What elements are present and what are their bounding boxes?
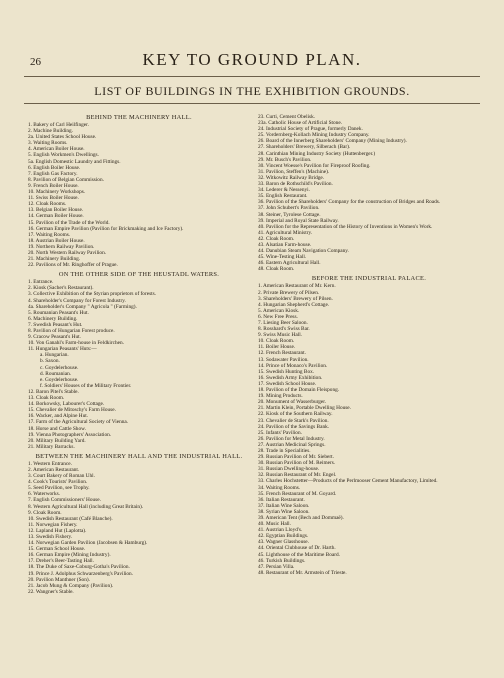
section-heading: BETWEEN THE MACHINERY HALL AND THE INDUSTRIAL HALL. — [35, 452, 243, 460]
list-item: 1. Bakery of Carl Heilfinger. — [28, 122, 89, 128]
left-column — [28, 114, 250, 595]
list-item: 46. Eastern Agricultural Hall. — [258, 260, 321, 267]
list-item: 15. Swedish Hunting Box. — [258, 368, 315, 375]
list-item: 29. Mr. Busch's Pavilion. — [258, 156, 312, 163]
list-item: 14. Prince of Monaco's Pavilion. — [258, 362, 328, 369]
list-item: 42. Cloak Room. — [258, 235, 295, 242]
section-list — [28, 122, 250, 268]
list-item: 1. Entrance. — [28, 279, 54, 286]
list-item: 12. Lapland Hut (Laplotta). — [28, 527, 87, 534]
list-item: 39. Imperial and Royal State Railway. — [258, 217, 339, 224]
list-item: 8. Western Agricultural Hall (including Great Britain). — [28, 503, 144, 510]
list-item: 3. Shareholders' Brewery of Pilsen. — [258, 295, 333, 302]
list-item: 4. Shareholder's Company for Forest Industry. — [28, 297, 126, 304]
list-item: 23. Curti, Cement Obelisk. — [258, 114, 316, 120]
list-item: 2. American Restaurant. — [28, 466, 80, 473]
list-item: 5. American Kiosk. — [258, 307, 300, 314]
list-item: 26. Board of the Innerberg Shareholders' Company (Mining Industry). — [258, 138, 407, 145]
list-item: b. Saxon. — [40, 358, 60, 365]
list-item: 47. Persian Villa. — [258, 563, 295, 570]
list-item: 28. Carinthian Mining Industry Society (Huttenberger.) — [258, 150, 376, 157]
list-item: 37. Italian Wine Saloon. — [258, 502, 310, 509]
list-item: 31. Russian Dwelling-house. — [258, 466, 320, 473]
list-item: 2. Machine Building. — [28, 128, 74, 135]
list-item: 33. Charles Hochstetter—Products of the Perlmooser Cement Manufactory, Limited. — [258, 478, 438, 485]
list-item: 22. Pavilions of Mr. Ringhoffer of Prague. — [28, 262, 118, 269]
list-item: 11. Swiss Boiler House. — [28, 195, 79, 202]
list-item: 4. Hungarian Shepherd's Cottage. — [258, 301, 330, 308]
list-item: 43. Wagner Glasshouse. — [258, 539, 309, 546]
list-item: 20. Monument of Wasserburger. — [258, 399, 327, 406]
list-item: 44. Oriental Clubhouse of Dr. Harth. — [258, 545, 336, 552]
list-item: 28. Trade in Specialities. — [258, 447, 311, 454]
list-item: 40. Pavilion for the Representation of the History of Inventions in Women's Work. — [258, 223, 433, 230]
list-item: 25. Infants' Pavilion. — [258, 429, 302, 436]
list-item: 7. English Gas Factory. — [28, 170, 78, 177]
list-item: 3. Waiting Rooms. — [28, 140, 68, 147]
list-item: 41. Austrian Lloyd's. — [258, 527, 303, 534]
page-number: 26 — [30, 56, 41, 68]
section-heading: BEFORE THE INDUSTRIAL PALACE. — [311, 275, 427, 283]
list-item: 31. Pavilion, Steffen's (Machine). — [258, 168, 330, 175]
list-item: 17. Waiting Rooms. — [28, 231, 71, 238]
list-item: 33. Baron de Rothschild's Pavilion. — [258, 181, 333, 188]
list-item: 10. Cloak Room. — [258, 338, 295, 345]
list-item: 6. Waterworks. — [28, 491, 60, 498]
list-item: 16. German Empire (Mining Industry). — [28, 552, 111, 559]
list-item: 45. Wine-Testing Hall. — [258, 254, 307, 261]
list-item: 18. Pavilion of the Domain Fleispong. — [258, 387, 340, 394]
list-item: 4. American Boiler House. — [28, 146, 85, 153]
list-item: 48. Restaurant of Mr. Armstein of Trieste. — [258, 569, 347, 576]
section-list — [28, 461, 250, 595]
list-item: 42. Egyptian Buildings. — [258, 533, 309, 540]
list-item: 10. Von Ganahl's Farm-house in Feldkirchen. — [28, 340, 124, 347]
list-item: 13. Belgian Boiler House. — [28, 207, 84, 214]
list-item: 19. Prince J. Adolphus Schwarzenberg's Pavilion. — [28, 570, 134, 577]
list-item: 30. Vincent Woesse's Pavilion for Fireproof Roofing. — [258, 162, 371, 169]
list-item: 37. John Schubert's Pavilion. — [258, 205, 320, 212]
list-item: 21. Jacob Mung & Company (Pavilion). — [28, 582, 114, 589]
list-item: 6. Machinery Building. — [28, 315, 78, 322]
list-item: 5. English Workmen's Dwellings. — [28, 152, 99, 159]
list-item: 32. Witkowitz Railway Bridge. — [258, 174, 325, 181]
list-item: 7. Liesing Beer Saloon. — [258, 320, 308, 326]
section-list — [258, 283, 480, 576]
list-item: 36. Italian Restaurant. — [258, 496, 305, 503]
list-item: 24. Industrial Society of Prague, formerly Danek. — [258, 126, 363, 133]
list-item: 13. Swedish Fishery. — [28, 534, 73, 540]
list-item: 26. Pavilion for Metal Industry. — [258, 435, 325, 442]
list-item: 45. Lighthouse of the Maritime Board. — [258, 551, 340, 558]
list-item: 20. North Western Railway Pavilion. — [28, 249, 107, 256]
list-item: 9. French Boiler House. — [28, 182, 79, 189]
list-item: 11. Hungarian Peasants' Huts:— — [28, 346, 97, 353]
list-item: 29. Russian Pavilion of Mr. Siebert. — [258, 454, 334, 461]
list-item: 21. Machinery Building. — [28, 256, 81, 263]
list-item: 11. Norwegian Fishery. — [28, 521, 78, 528]
list-item: 19. Northern Railway Pavilion. — [28, 243, 95, 250]
list-item: 8. Pavilion of Hungarian Forest produce. — [28, 328, 115, 334]
list-item: 38. Syrian Wine Saloon. — [258, 508, 310, 515]
list-item: 32. Russian Restaurant of Mr. Engel. — [258, 472, 337, 479]
list-item: 15. Pavilion of the Trade of the World. — [28, 219, 110, 226]
list-item: c. Goydelerhouse. — [40, 364, 79, 371]
list-item: 5. Roumanian Peasant's Hut. — [28, 309, 89, 316]
section-list — [258, 114, 480, 272]
list-item: 20. Pavilion Manthner (Son). — [28, 576, 90, 583]
subtitle-rule — [24, 103, 480, 104]
page-subtitle: LIST OF BUILDINGS IN THE EXHIBITION GROUNDS. — [94, 84, 410, 98]
list-item: a. Hungarian. — [40, 352, 69, 359]
list-item: 35. French Restaurant of M. Goyard. — [258, 490, 337, 497]
list-item: 6. New Free Press. — [258, 313, 298, 320]
list-item: 15. German School House. — [28, 546, 86, 553]
list-item: 1. American Restaurant of Mr. Kern. — [258, 283, 336, 290]
list-item: 18. Austrian Boiler House. — [28, 237, 85, 244]
list-item: 36. Pavilion of the Shareholders' Company for the construction of Bridges and Roads. — [258, 199, 441, 206]
list-item: 7. Swedish Peasant's Hut. — [28, 321, 83, 328]
list-item: 25. Vordernberg-Kollach Mining Industry Company. — [258, 132, 370, 139]
list-item: 46. Turkish Buildings. — [258, 557, 306, 564]
list-item: 12. Baron Pitel's Stable. — [28, 388, 79, 395]
list-item: 17. Dreher's Beer-Tasting Hall. — [28, 558, 94, 565]
list-item: 27. Austrian Medicinal Springs. — [258, 441, 326, 448]
list-item: 40. Music Hall. — [258, 521, 291, 528]
section-heading: ON THE OTHER SIDE OF THE HEUSTADL WATERS. — [58, 271, 220, 279]
list-item: 16. Swedish Army Exhibition. — [258, 374, 323, 381]
list-item: 24. Pavilion of the Savings Bank. — [258, 423, 330, 430]
list-item: 30. Russian Pavilion of M. Reimers. — [258, 460, 336, 467]
list-item: 5a. English Domestic Laundry and Fittings. — [28, 158, 121, 165]
section-heading: BEHIND THE MACHINERY HALL. — [86, 114, 192, 121]
list-item: 4. Cook's Tourists' Pavilion. — [28, 479, 88, 486]
list-item: 4a. Shareholder's Company " Agricola " (Farming). — [28, 303, 137, 310]
list-item: 15. Chevalier de Mitoschy's Farm House. — [28, 407, 116, 414]
list-item: 3. Collective Exhibition of the Styrian proprietors of forests. — [28, 291, 156, 298]
list-item: f. Soldiers' Houses of the Military Frontier. — [40, 382, 132, 389]
list-item: 34. Lederer & Nessenyi. — [258, 187, 310, 194]
section-list — [28, 279, 250, 450]
list-item: 16. German Empire Pavilion (Pavilion for Brickmaking and Ice Factory). — [28, 225, 184, 232]
list-item: 6. English Boiler House. — [28, 164, 81, 171]
list-item: 2a. United States School House. — [28, 134, 97, 141]
list-item: 1. Western Entrance. — [28, 460, 72, 467]
list-item: 8. Pavilion of Belgian Commission. — [28, 176, 104, 183]
list-item: 22. Kiosk of the Southern Railway. — [258, 411, 333, 418]
list-item: 13. Sodawater Pavilion. — [258, 356, 309, 363]
list-item: 2. Kiosk (Sacher's Restaurant). — [28, 285, 94, 292]
list-item: 23. Chevalier de Stark's Pavilion. — [258, 417, 329, 424]
list-item: 8. Rosshard's Swiss Bar. — [258, 326, 310, 333]
list-item: 21. Martin Klein, Portable Dwelling House. — [258, 405, 351, 412]
list-item: 18. Horse and Cattle Show. — [28, 425, 86, 432]
page-title: KEY TO GROUND PLAN. — [142, 50, 362, 69]
list-item: 9. Cloak Room. — [28, 509, 62, 516]
list-item: 7. English Commissioners' House. — [28, 497, 101, 504]
list-item: 35. English Restaurant. — [258, 193, 308, 200]
list-item: 27. Shareholders' Brewery, Silberach (Bar). — [258, 144, 351, 151]
list-item: 14. Borkowsky, Labourer's Cottage. — [28, 401, 105, 408]
list-item: 48. Cloak Room. — [258, 266, 295, 273]
list-item: 17. Swedish School House. — [258, 380, 317, 387]
list-item: 22. Wangner's Stable. — [28, 588, 74, 595]
list-item: 9. Swiss Music Hall. — [258, 332, 302, 339]
list-item: 19. Mining Products. — [258, 393, 303, 400]
list-item: 5. Seed Pavilion, see Trophy. — [28, 485, 90, 492]
right-column — [258, 114, 480, 576]
list-item: 12. French Restaurant. — [258, 350, 306, 357]
list-item: 20. Military Building Yard. — [28, 437, 86, 444]
list-item: 12. Cloak Rooms. — [28, 201, 67, 208]
list-item: 3. Court Bakery of Roman Uhl. — [28, 473, 95, 480]
list-item: e. Goydelerhouse. — [40, 376, 79, 383]
list-item: 10. Swedish Restaurant (Café Blanche). — [28, 515, 113, 522]
list-item: 16. Wacker, and Alpine Hut. — [28, 413, 89, 420]
list-item: 41. Agricultural Ministry. — [258, 229, 313, 236]
list-item: 34. Waiting Rooms. — [258, 484, 301, 491]
list-item: 14. German Boiler House. — [28, 213, 84, 220]
list-item: 44. Danubian Steam Navigation Company. — [258, 248, 349, 255]
list-item: 10. Machinery Workshops. — [28, 189, 86, 196]
list-item: 9. Cracow Peasant's Hut. — [28, 334, 81, 341]
list-item: 19. Vienna Photographers' Association. — [28, 431, 112, 438]
list-item: 38. Steiner, Tyrolese Cottage. — [258, 211, 321, 218]
list-item: 17. Farm of the Agricultural Society of Vienna. — [28, 419, 129, 426]
list-item: 21. Military Barracks. — [28, 443, 75, 450]
list-item: 43. Alsatian Farm-house. — [258, 241, 312, 248]
list-item: 18. The Duke of Saxe-Coburg-Gotha's Pavilion. — [28, 564, 130, 571]
list-item: 13. Cloak Room. — [28, 395, 65, 402]
list-item: 23a. Catholic House of Artificial Stone. — [258, 120, 342, 127]
list-item: 39. American Tent (Bech and Dommaë). — [258, 515, 344, 521]
list-item: 11. Boiler House. — [258, 344, 296, 351]
list-item: 14. Norwegian Garden Pavilion (Jacobsen & Hamburg). — [28, 540, 148, 547]
title-rule — [24, 76, 480, 77]
list-item: 2. Private Brewery of Pilsen. — [258, 289, 320, 296]
list-item: d. Roumanian. — [40, 370, 72, 377]
